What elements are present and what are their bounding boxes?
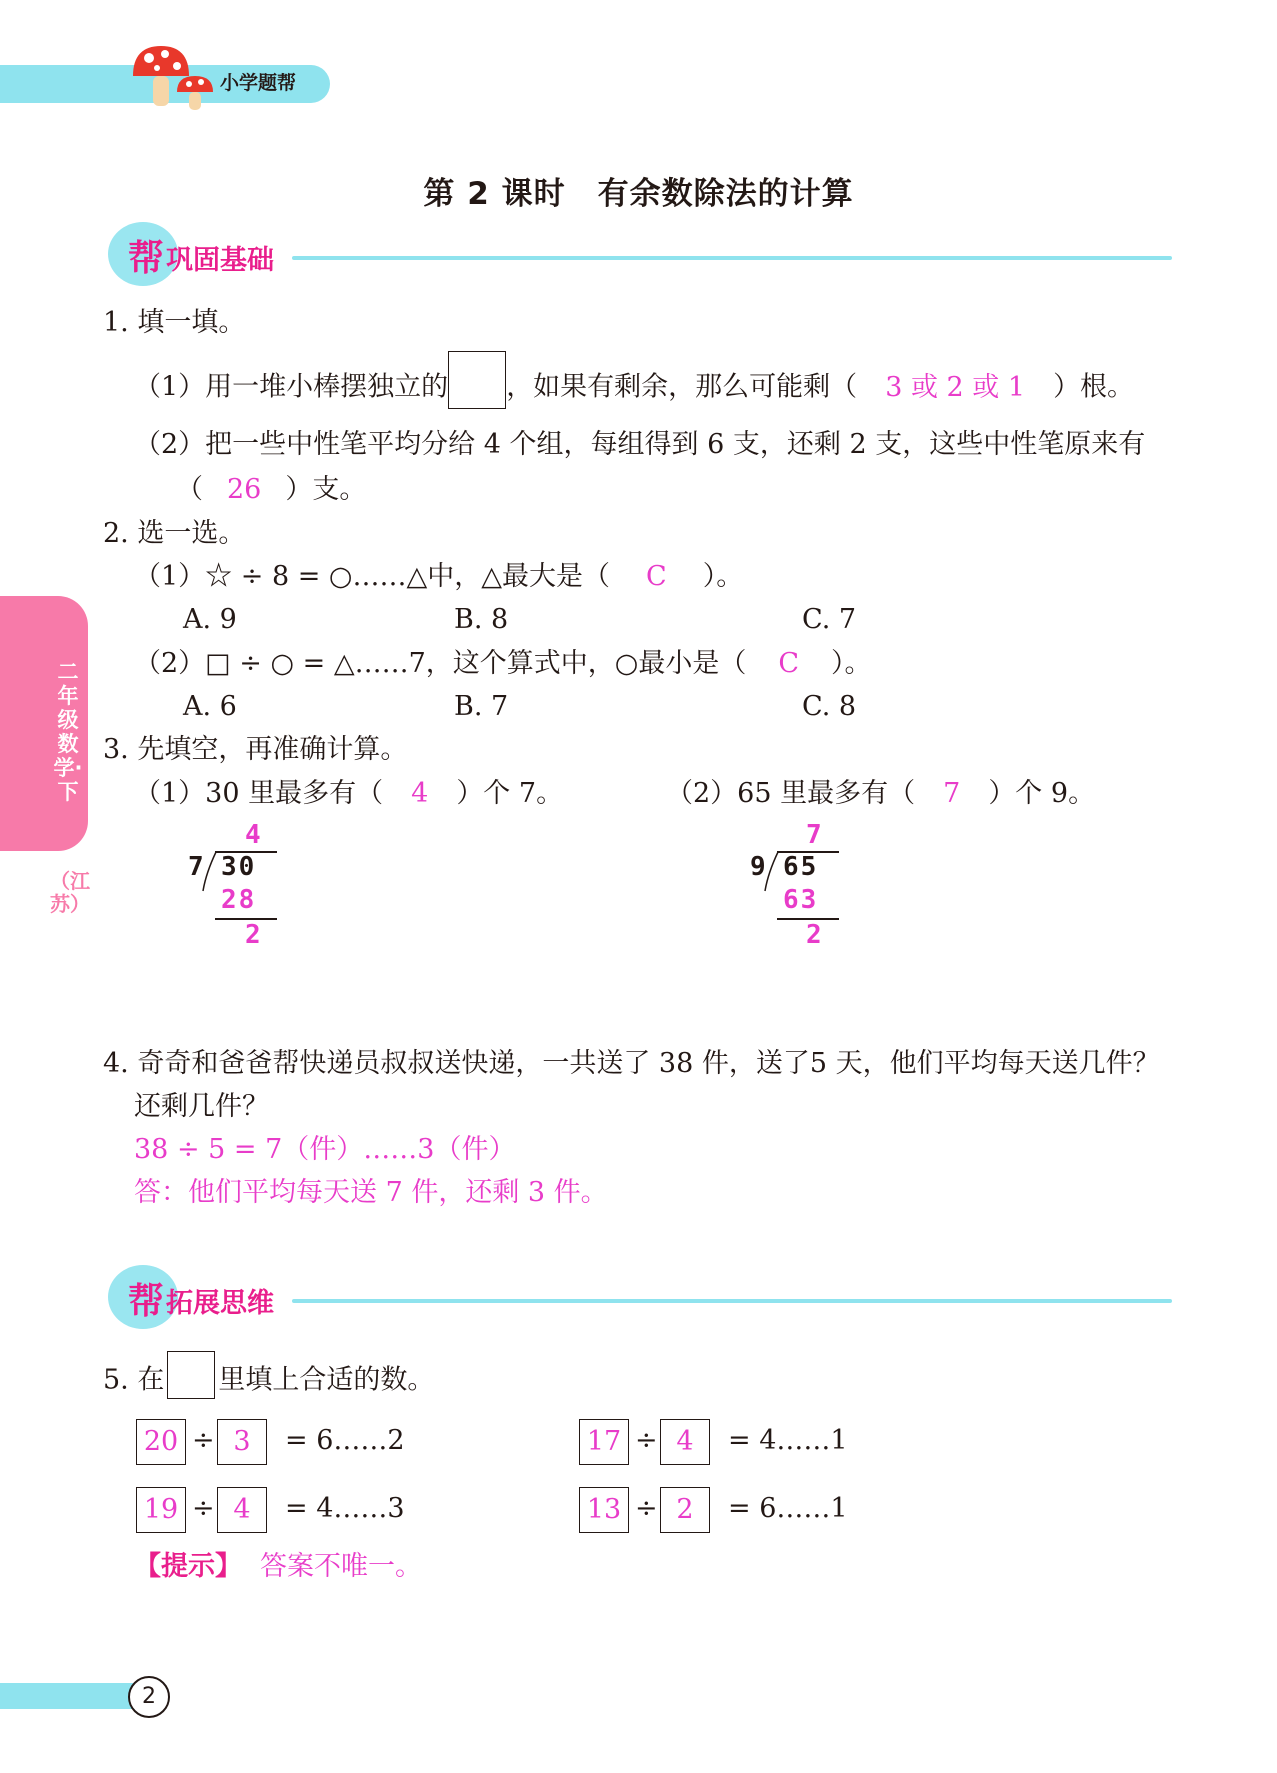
- q2-part2-end: ）。: [831, 648, 872, 679]
- q2-part1-text: （1）☆ ÷ 8 = ○……△中，△最大是（: [134, 561, 611, 592]
- q2-part1: [134, 560, 743, 594]
- eq3-dividend-box: 19: [136, 1487, 186, 1533]
- hint: [134, 1550, 422, 1584]
- q1-part2-end: ）支。: [285, 474, 367, 505]
- div2-bracket: [764, 851, 780, 893]
- q1-part1-pre: （1）用一堆小棒摆独立的: [134, 371, 449, 403]
- hint-label: 【提示】: [134, 1551, 242, 1582]
- q3-part2-pre: （2）65 里最多有（: [666, 778, 916, 809]
- div1-bracket: [202, 851, 218, 893]
- blank-box: [448, 351, 506, 409]
- div1-quotient: 4: [245, 820, 263, 850]
- q1-part2-open: （: [176, 474, 203, 505]
- q2-p2-option-b: B. 7: [454, 691, 509, 722]
- q2-part1-answer: C: [646, 561, 667, 592]
- q3-part2-answer: 7: [943, 778, 961, 809]
- q2-part2-answer: C: [778, 648, 799, 679]
- section-char: 帮: [128, 1281, 165, 1322]
- side-tab-grade: 二年级数学·下: [53, 660, 83, 804]
- q1-part2-text: （2）把一些中性笔平均分给 4 个组，每组得到 6 支，还剩 2 支，这些中性笔原来有: [134, 429, 1146, 460]
- q4-answer-text: 答：他们平均每天送 7 件，还剩 3 件。: [134, 1177, 608, 1208]
- section-title-basic: 巩固基础: [166, 245, 274, 276]
- div2-remainder: 2: [806, 920, 824, 950]
- q1-label: 1. 填一填。: [103, 307, 246, 338]
- q1-part1-post: ，如果有剩余，那么可能剩（: [506, 371, 858, 403]
- q3-part2-end: ）个 9。: [988, 778, 1096, 809]
- q4-label: 4. 奇奇和爸爸帮快递员叔叔送快递，一共送了 38 件，送了5 天，他们平均每天送几件？: [103, 1048, 1160, 1079]
- q1-part1-end: ）根。: [1053, 371, 1135, 403]
- section-divider: [292, 1299, 1172, 1303]
- q4-answer-calc: 38 ÷ 5 = 7（件）……3（件）: [134, 1134, 516, 1165]
- mushroom-icon: [125, 40, 220, 115]
- div2-divisor: 9: [750, 852, 768, 882]
- eq1-result: = 6……2: [285, 1425, 405, 1456]
- q3-part1-answer: 4: [411, 778, 429, 809]
- eq1-dividend-box: 20: [136, 1419, 186, 1465]
- eq2-divisor-box: 4: [660, 1419, 710, 1465]
- brand-label: 小学题帮: [220, 72, 297, 94]
- eq4-div-sign: ÷: [635, 1493, 658, 1524]
- q3-part1: [134, 777, 563, 811]
- q2-p1-option-b: B. 8: [454, 604, 509, 635]
- div1-dividend: 30: [221, 852, 257, 882]
- q3-label: 3. 先填空，再准确计算。: [103, 734, 408, 765]
- side-tab-region: （江苏）: [50, 869, 90, 916]
- q3-part1-end: ）个 7。: [456, 778, 564, 809]
- blank-box: [167, 1351, 215, 1399]
- hint-text: 答案不唯一。: [260, 1551, 422, 1582]
- div2-quotient: 7: [806, 820, 824, 850]
- div1-product: 28: [221, 885, 257, 915]
- q2-part1-end: ）。: [702, 561, 744, 592]
- q2-part2: [134, 647, 872, 681]
- q5-label-pre: 5. 在: [103, 1364, 165, 1396]
- eq2-div-sign: ÷: [635, 1425, 658, 1456]
- div1-divisor: 7: [188, 852, 206, 882]
- div1-remainder: 2: [245, 920, 263, 950]
- eq4-divisor-box: 2: [660, 1487, 710, 1533]
- eq3-div-sign: ÷: [192, 1493, 215, 1524]
- page-title: 第 2 课时 有余数除法的计算: [423, 176, 854, 212]
- q2-part2-text: （2）□ ÷ ○ = △……7，这个算式中，○最小是（: [134, 648, 747, 679]
- q5-label: [103, 1363, 434, 1399]
- q3-part1-pre: （1）30 里最多有（: [134, 778, 384, 809]
- eq1-div-sign: ÷: [192, 1425, 215, 1456]
- section-char: 帮: [128, 238, 165, 279]
- eq3-result: = 4……3: [285, 1493, 405, 1524]
- q1-part2-answer: 26: [227, 474, 262, 505]
- eq2-dividend-box: 17: [579, 1419, 629, 1465]
- q3-part2: [666, 777, 1095, 811]
- q5-label-post: 里填上合适的数。: [218, 1364, 435, 1396]
- q1-part2-line2: [176, 473, 366, 507]
- q4-label-line2: 还剩几件？: [134, 1091, 269, 1122]
- q2-p1-option-c: C. 7: [802, 604, 857, 635]
- q1-part1-answer: 3 或 2 或 1: [885, 371, 1026, 403]
- section-title-extend: 拓展思维: [166, 1288, 274, 1319]
- eq3-divisor-box: 4: [217, 1487, 267, 1533]
- eq2-result: = 4……1: [728, 1425, 848, 1456]
- page-number: 2: [128, 1676, 170, 1718]
- div2-product: 63: [783, 885, 819, 915]
- q2-label: 2. 选一选。: [103, 518, 246, 549]
- div2-dividend: 65: [783, 852, 819, 882]
- q2-p1-option-a: A. 9: [183, 604, 237, 635]
- section-divider: [292, 256, 1172, 260]
- eq1-divisor-box: 3: [217, 1419, 267, 1465]
- eq4-dividend-box: 13: [579, 1487, 629, 1533]
- q1-part1: [134, 367, 1134, 409]
- q2-p2-option-c: C. 8: [802, 691, 857, 722]
- eq4-result: = 6……1: [728, 1493, 848, 1524]
- q2-p2-option-a: A. 6: [183, 691, 237, 722]
